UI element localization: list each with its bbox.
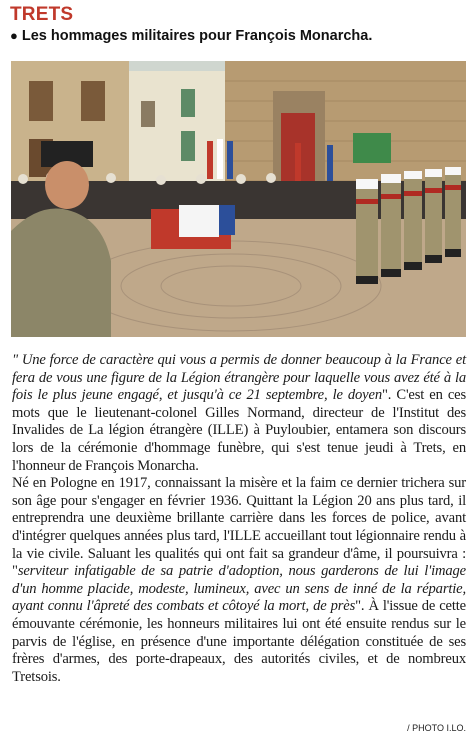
headline xyxy=(10,27,466,45)
quote-legion: " Une force de caractère qui vous a permis de donner beaucoup à la France et fera de vous une figure de la Légion étrangère pour laquelle vous avez été à la fois le plus jeune engagé, et jusqu'à ce 21 septembre, le doyen xyxy=(12,352,466,404)
section-title: TRETS xyxy=(10,4,74,25)
paragraph-2-text: Né en Pologne en 1917, connaissant la misère et la faim ce dernier trichera sur son âge pour s'engager en février 1936. Quittant la Légion 20 ans plus tard, il entreprendra une deuxième brillante carrière dans les forces de police, avant d'intégrer quelques années plus tard, l'ILLE accueillant tout légionnaire rendu à la vie civile. Saluant les qualités qui ont fait sa grandeur d'âme, il poursuivra : " xyxy=(12,475,466,580)
photo-image-icon xyxy=(11,61,466,337)
article-header xyxy=(10,4,466,45)
bullet-icon: ● xyxy=(10,28,18,43)
quote-servant: serviteur infatigable de sa patrie d'adoption, nous garderons de lui l'image d'un homme placide, modeste, lumineux, avec un sens de inné de la répartie, ayant connu l'âpreté des combats et côtoyé la mort, de près xyxy=(12,563,466,615)
paragraph-1-text: ". C'est en ces mots que le lieutenant-colonel Gilles Normand, directeur de l'Institut des Invalides de La légion étrangère (ILLE) à Puyloubier, entamera son discours lors de la cérémonie d'hommage funèbre, qui s'est tenue jeudi à Trets, en l'honneur de François Monarcha. xyxy=(12,387,467,474)
ceremony-photo xyxy=(11,61,466,337)
paragraph-3-text: ". À l'issue de cette émouvante cérémonie, les honneurs militaires lui ont été ensuite rendus sur le parvis de l'église, en présence d'une importante délégation constituée de ses frères d'armes, des porte-drapeaux, des autorités civiles, et de nombreux Tretsois. xyxy=(12,598,466,685)
article-paragraph-1 xyxy=(12,352,466,475)
article-paragraph-2 xyxy=(12,475,466,686)
headline-text: Les hommages militaires pour François Monarcha. xyxy=(21,28,373,44)
article-body xyxy=(12,352,466,686)
photo-credit: / PHOTO I.LO. xyxy=(407,723,466,733)
